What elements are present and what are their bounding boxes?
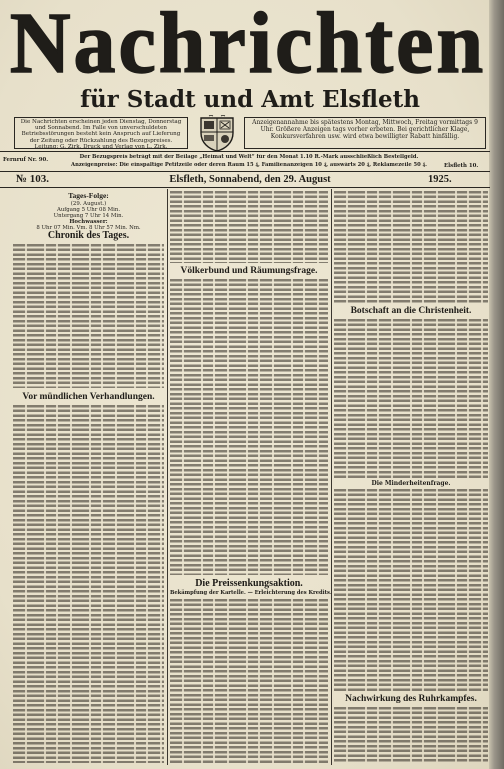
tide-title: Hochwasser: — [69, 218, 108, 225]
body-text-lines — [13, 405, 164, 763]
masthead-title: Nachrichten — [9, 0, 487, 92]
advertising-notice: Anzeigenannahme bis spätestens Montag, Mittwoch, Freitag vormittags 9 Uhr. Größere Anzeigen tags vorher erbeten. Bei gerichtlicher Klage, Konkursverfahren usw. wird etwa bewilligter Rabatt hinfällig. — [244, 117, 486, 149]
sunset-time: Untergang 7 Uhr 14 Min. — [53, 212, 124, 219]
body-text-lines — [13, 244, 164, 388]
column-2 — [170, 189, 332, 765]
coat-of-arms-icon — [195, 115, 239, 153]
heading-voelkerbund: Völkerbund und Räumungsfrage. — [180, 266, 318, 276]
body-text-lines — [170, 599, 328, 763]
subheading-preissenkung: Bekämpfung der Kartelle. — Erleichterung des Kredits. — [170, 590, 332, 596]
price-info — [58, 154, 440, 169]
column-rule — [167, 189, 168, 765]
body-text-lines — [170, 279, 328, 575]
phone-number: Fernruf Nr. 90. — [3, 157, 49, 163]
tide-times: 8 Uhr 07 Min. Vm. 8 Uhr 57 Min. Nm. — [36, 224, 141, 231]
column-rule — [331, 189, 332, 765]
column-1 — [13, 189, 164, 765]
issue-number: № 103. — [16, 173, 50, 185]
rule-top-band — [0, 151, 490, 152]
heading-ruhrkampf: Nachwirkung des Ruhrkampfes. — [345, 694, 477, 704]
heading-preissenkung: Die Preissenkungsaktion. — [195, 578, 303, 589]
rule-above-dateline — [0, 171, 490, 172]
column-3 — [334, 189, 488, 765]
subheading-minderheiten: Die Minderheitenfrage. — [371, 480, 451, 487]
masthead-subtitle: für Stadt und Amt Elsfleth — [80, 86, 420, 113]
advertising-price-line: Anzeigenpreise: Die einspaltige Petitzeile oder deren Raum 15 ₰, Familienanzeigen 10 ₰, auswärts 20 ₰, Reklamezeile 50 ₰. — [71, 161, 427, 168]
body-text-lines — [334, 191, 488, 303]
subscription-price-line: Der Bezugspreis beträgt mit der Beilage „Heimat und Welt“ für den Monat 1.10 R.-Mark ausschließlich Bestellgeld. — [79, 154, 419, 160]
tagesfolge-box — [13, 192, 164, 231]
publication-notice: Die Nachrichten erscheinen jeden Dienstag, Donnerstag und Sonnabend. Im Falle von unverschuldeten Betriebsstörungen besteht kein Anspruch auf Lieferung der Zeitung oder Rückzahlung des Bezugspreises. Leitung: G. Zirk. Druck und Verlag von L. Zirk. — [14, 117, 188, 149]
tagesfolge-date: (29. August.) — [70, 200, 107, 207]
heading-verhandlungen: Vor mündlichen Verhandlungen. — [22, 392, 155, 402]
body-text-lines — [170, 191, 328, 263]
heading-chronik: Chronik des Tages. — [47, 230, 130, 241]
postal-account: Elsfleth 10. — [444, 163, 479, 169]
body-text-lines — [334, 707, 488, 763]
issue-year: 1925. — [428, 174, 452, 185]
issue-date: Elsfleth, Sonnabend, den 29. August — [169, 174, 331, 185]
body-text-lines — [334, 489, 488, 691]
heading-botschaft: Botschaft an die Christenheit. — [350, 306, 472, 316]
page-binding-edge — [489, 0, 504, 769]
body-text-lines — [334, 319, 488, 479]
rule-below-dateline — [0, 187, 490, 188]
sunrise-time: Aufgang 5 Uhr 08 Min. — [56, 206, 121, 213]
tagesfolge-title: Tages-Folge: — [68, 191, 109, 200]
